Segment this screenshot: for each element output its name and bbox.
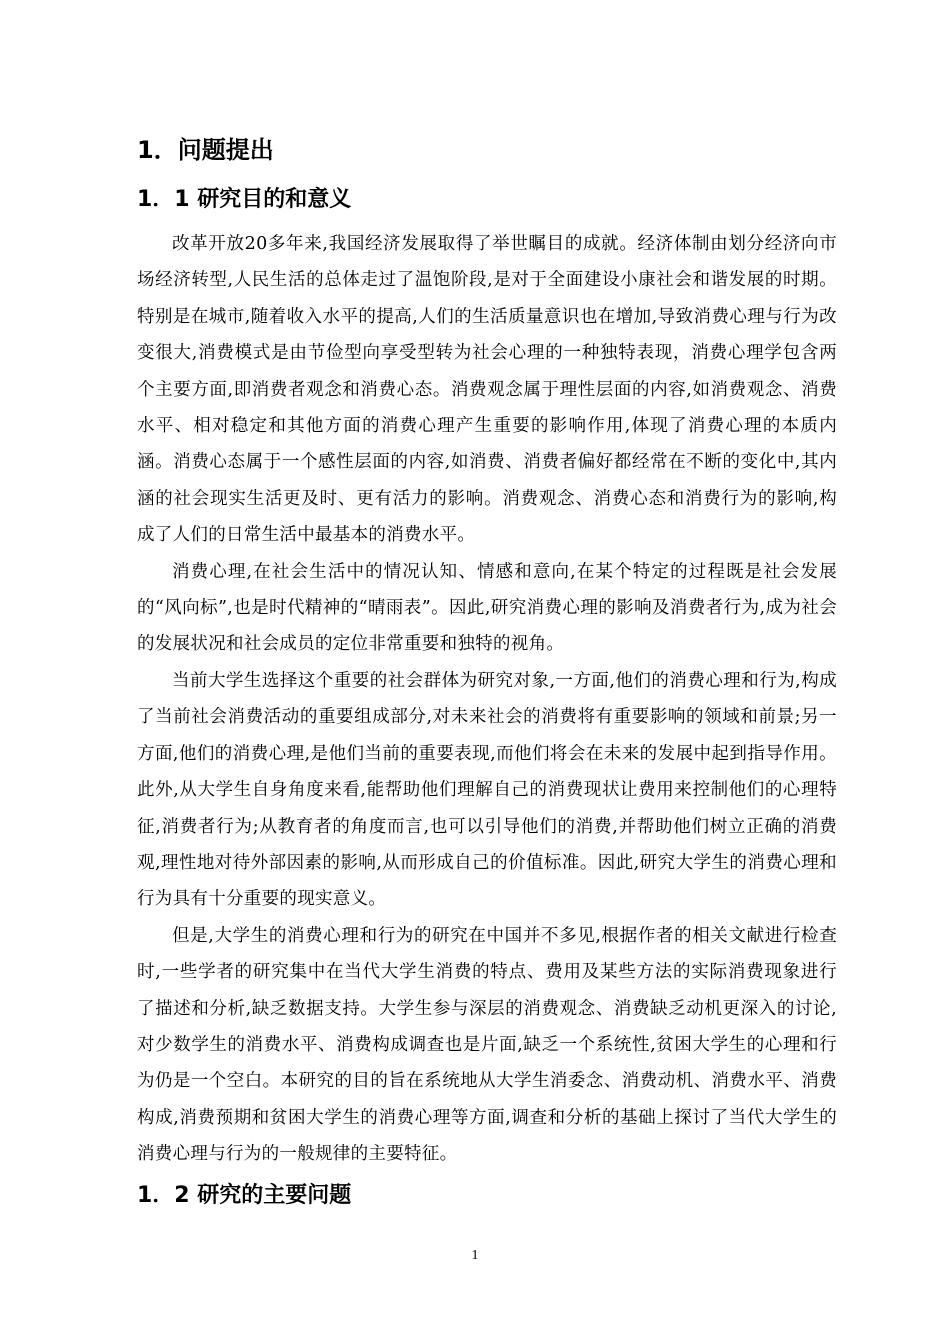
page-number: 1 [471,1248,479,1263]
section-body [137,226,837,1173]
paragraph: 当前大学生选择这个重要的社会群体为研究对象,一方面,他们的消费心理和行为,构成了当前社会消费活动的重要组成部分,对未来社会的消费将有重要影响的领域和前景;另一方面,他们的消费心理,是他们当前的重要表现,而他们将会在未来的发展中起到指导作用。此外,从大学生自身角度来看,能帮助他们理解自己的消费现状让费用来控制他们的心理特征,消费者行为;从教育者的角度而言,也可以引导他们的消费,并帮助他们树立正确的消费观,理性地对待外部因素的影响,从而形成自己的价值标准。因此,研究大学生的消费心理和行为具有十分重要的现实意义。 [137,670,837,910]
chapter-heading: 1．问题提出 [137,136,274,164]
paragraph: 消费心理,在社会生活中的情况认知、情感和意向,在某个特定的过程既是社会发展的“风向标”,也是时代精神的“晴雨表”。因此,研究消费心理的影响及消费者行为,成为社会的发展状况和社会成员的定位非常重要和独特的视角。 [137,561,837,655]
paragraph: 改革开放20多年来,我国经济发展取得了举世瞩目的成就。经济体制由划分经济向市场经济转型,人民生活的总体走过了温饱阶段,是对于全面建设小康社会和谐发展的时期。特别是在城市,随着收入水平的提高,人们的生活质量意识也在增加,导致消费心理与行为改变很大,消费模式是由节俭型向享受型转为社会心理的一种独特表现，消费心理学包含两个主要方面,即消费者观念和消费心态。消费观念属于理性层面的内容,如消费观念、消费水平、相对稳定和其他方面的消费心理产生重要的影响作用,体现了消费心理的本质内涵。消费心态属于一个感性层面的内容,如消费、消费者偏好都经常在不断的变化中,其内涵的社会现实生活更及时、更有活力的影响。消费观念、消费心态和消费行为的影响,构成了人们的日常生活中最基本的消费水平。 [137,234,837,546]
section-heading-research-purpose: 1．1 研究目的和意义 [137,187,352,212]
section-heading-main-questions: 1．2 研究的主要问题 [137,1183,352,1208]
paragraph: 但是,大学生的消费心理和行为的研究在中国并不多见,根据作者的相关文献进行检查时,一些学者的研究集中在当代大学生消费的特点、费用及某些方法的实际消费现象进行了描述和分析,缺乏数据支持。大学生参与深层的消费观念、消费缺乏动机更深入的讨论,对少数学生的消费水平、消费构成调查也是片面,缺乏一个系统性,贫困大学生的心理和行为仍是一个空白。本研究的目的旨在系统地从大学生消委念、消费动机、消费水平、消费构成,消费预期和贫困大学生的消费心理等方面,调查和分析的基础上探讨了当代大学生的消费心理与行为的一般规律的主要特征。 [137,925,837,1165]
